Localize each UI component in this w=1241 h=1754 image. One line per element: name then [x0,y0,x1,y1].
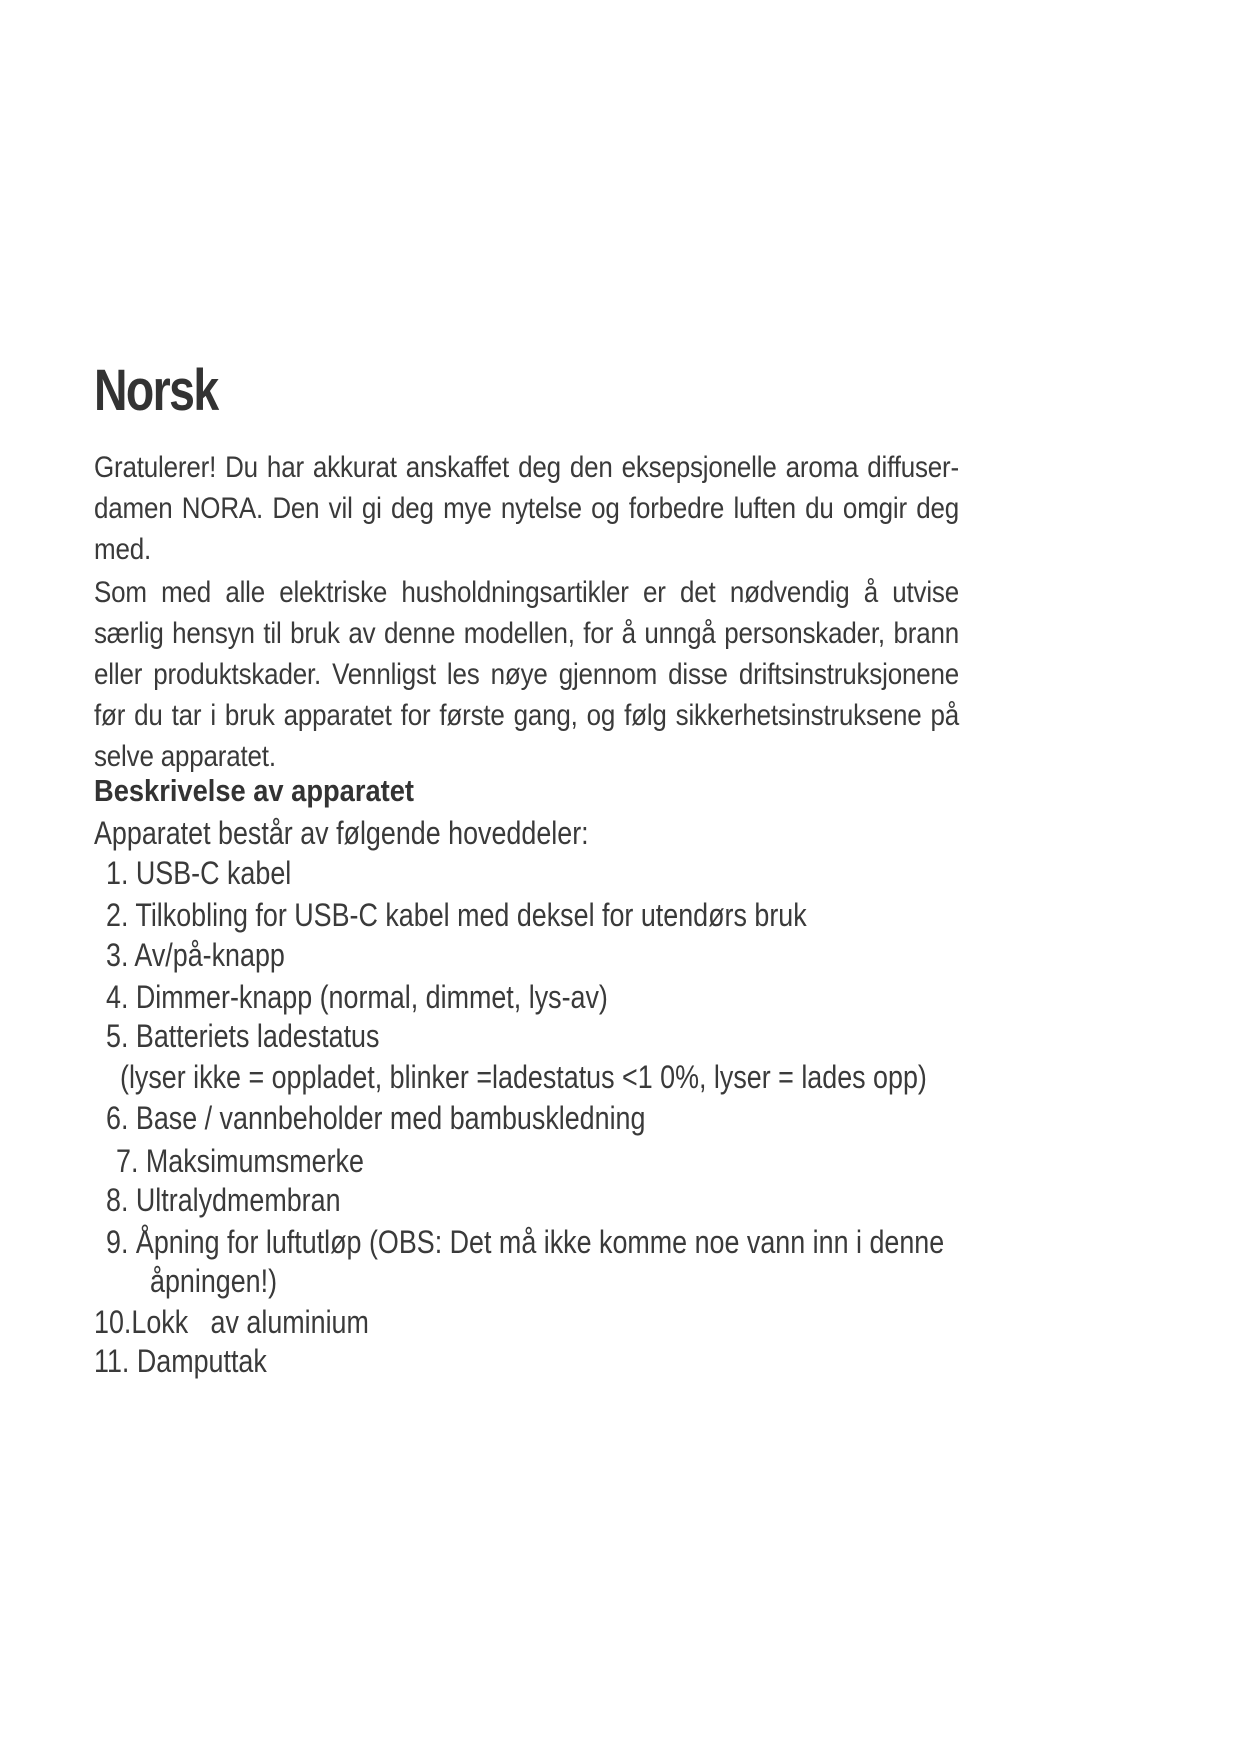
list-item: 4. Dimmer-knapp (normal, dimmet, lys-av) [106,979,608,1015]
list-item: 6. Base / vannbeholder med bambuskledning [106,1100,646,1136]
list-item: 3. Av/på-knapp [106,937,285,973]
list-item: 8. Ultralydmembran [106,1182,341,1218]
section-intro: Apparatet består av følgende hoveddeler: [94,815,589,851]
safety-paragraph: Som med alle elektriske husholdningsartikler er det nødvendig å utvise særlig hensyn til bruk av denne modellen, for å unngå personskader, brann eller produktskader. Vennligst les nøye gjennom disse driftsinstruksjonene før du tar i bruk apparatet for første gang, og følg sikkerhetsinstruksene på selve apparatet. [94,576,959,773]
list-item: 2. Tilkobling for USB-C kabel med deksel for utendørs bruk [106,897,807,933]
list-item: 5. Batteriets ladestatus [106,1018,380,1054]
page-title: Norsk [94,358,218,423]
intro-paragraph: Gratulerer! Du har akkurat anskaffet deg den eksepsjonelle aroma diffuser-damen NORA. Den vil gi deg mye nytelse og forbedre luften du omgir deg med. [94,451,959,566]
section-title: Beskrivelse av apparatet [94,773,414,808]
list-item-continuation: åpningen!) [150,1263,278,1299]
list-item: 7. Maksimumsmerke [116,1143,364,1179]
list-item: 11. Damputtak [94,1343,267,1379]
list-item: 1. USB-C kabel [106,855,292,891]
list-item: 9. Åpning for luftutløp (OBS: Det må ikke komme noe vann inn i denne [106,1224,945,1260]
list-item-note: (lyser ikke = oppladet, blinker =ladestatus <1 0%, lyser = lades opp) [120,1059,927,1095]
list-item: 10.Lokk av aluminium [94,1304,369,1340]
